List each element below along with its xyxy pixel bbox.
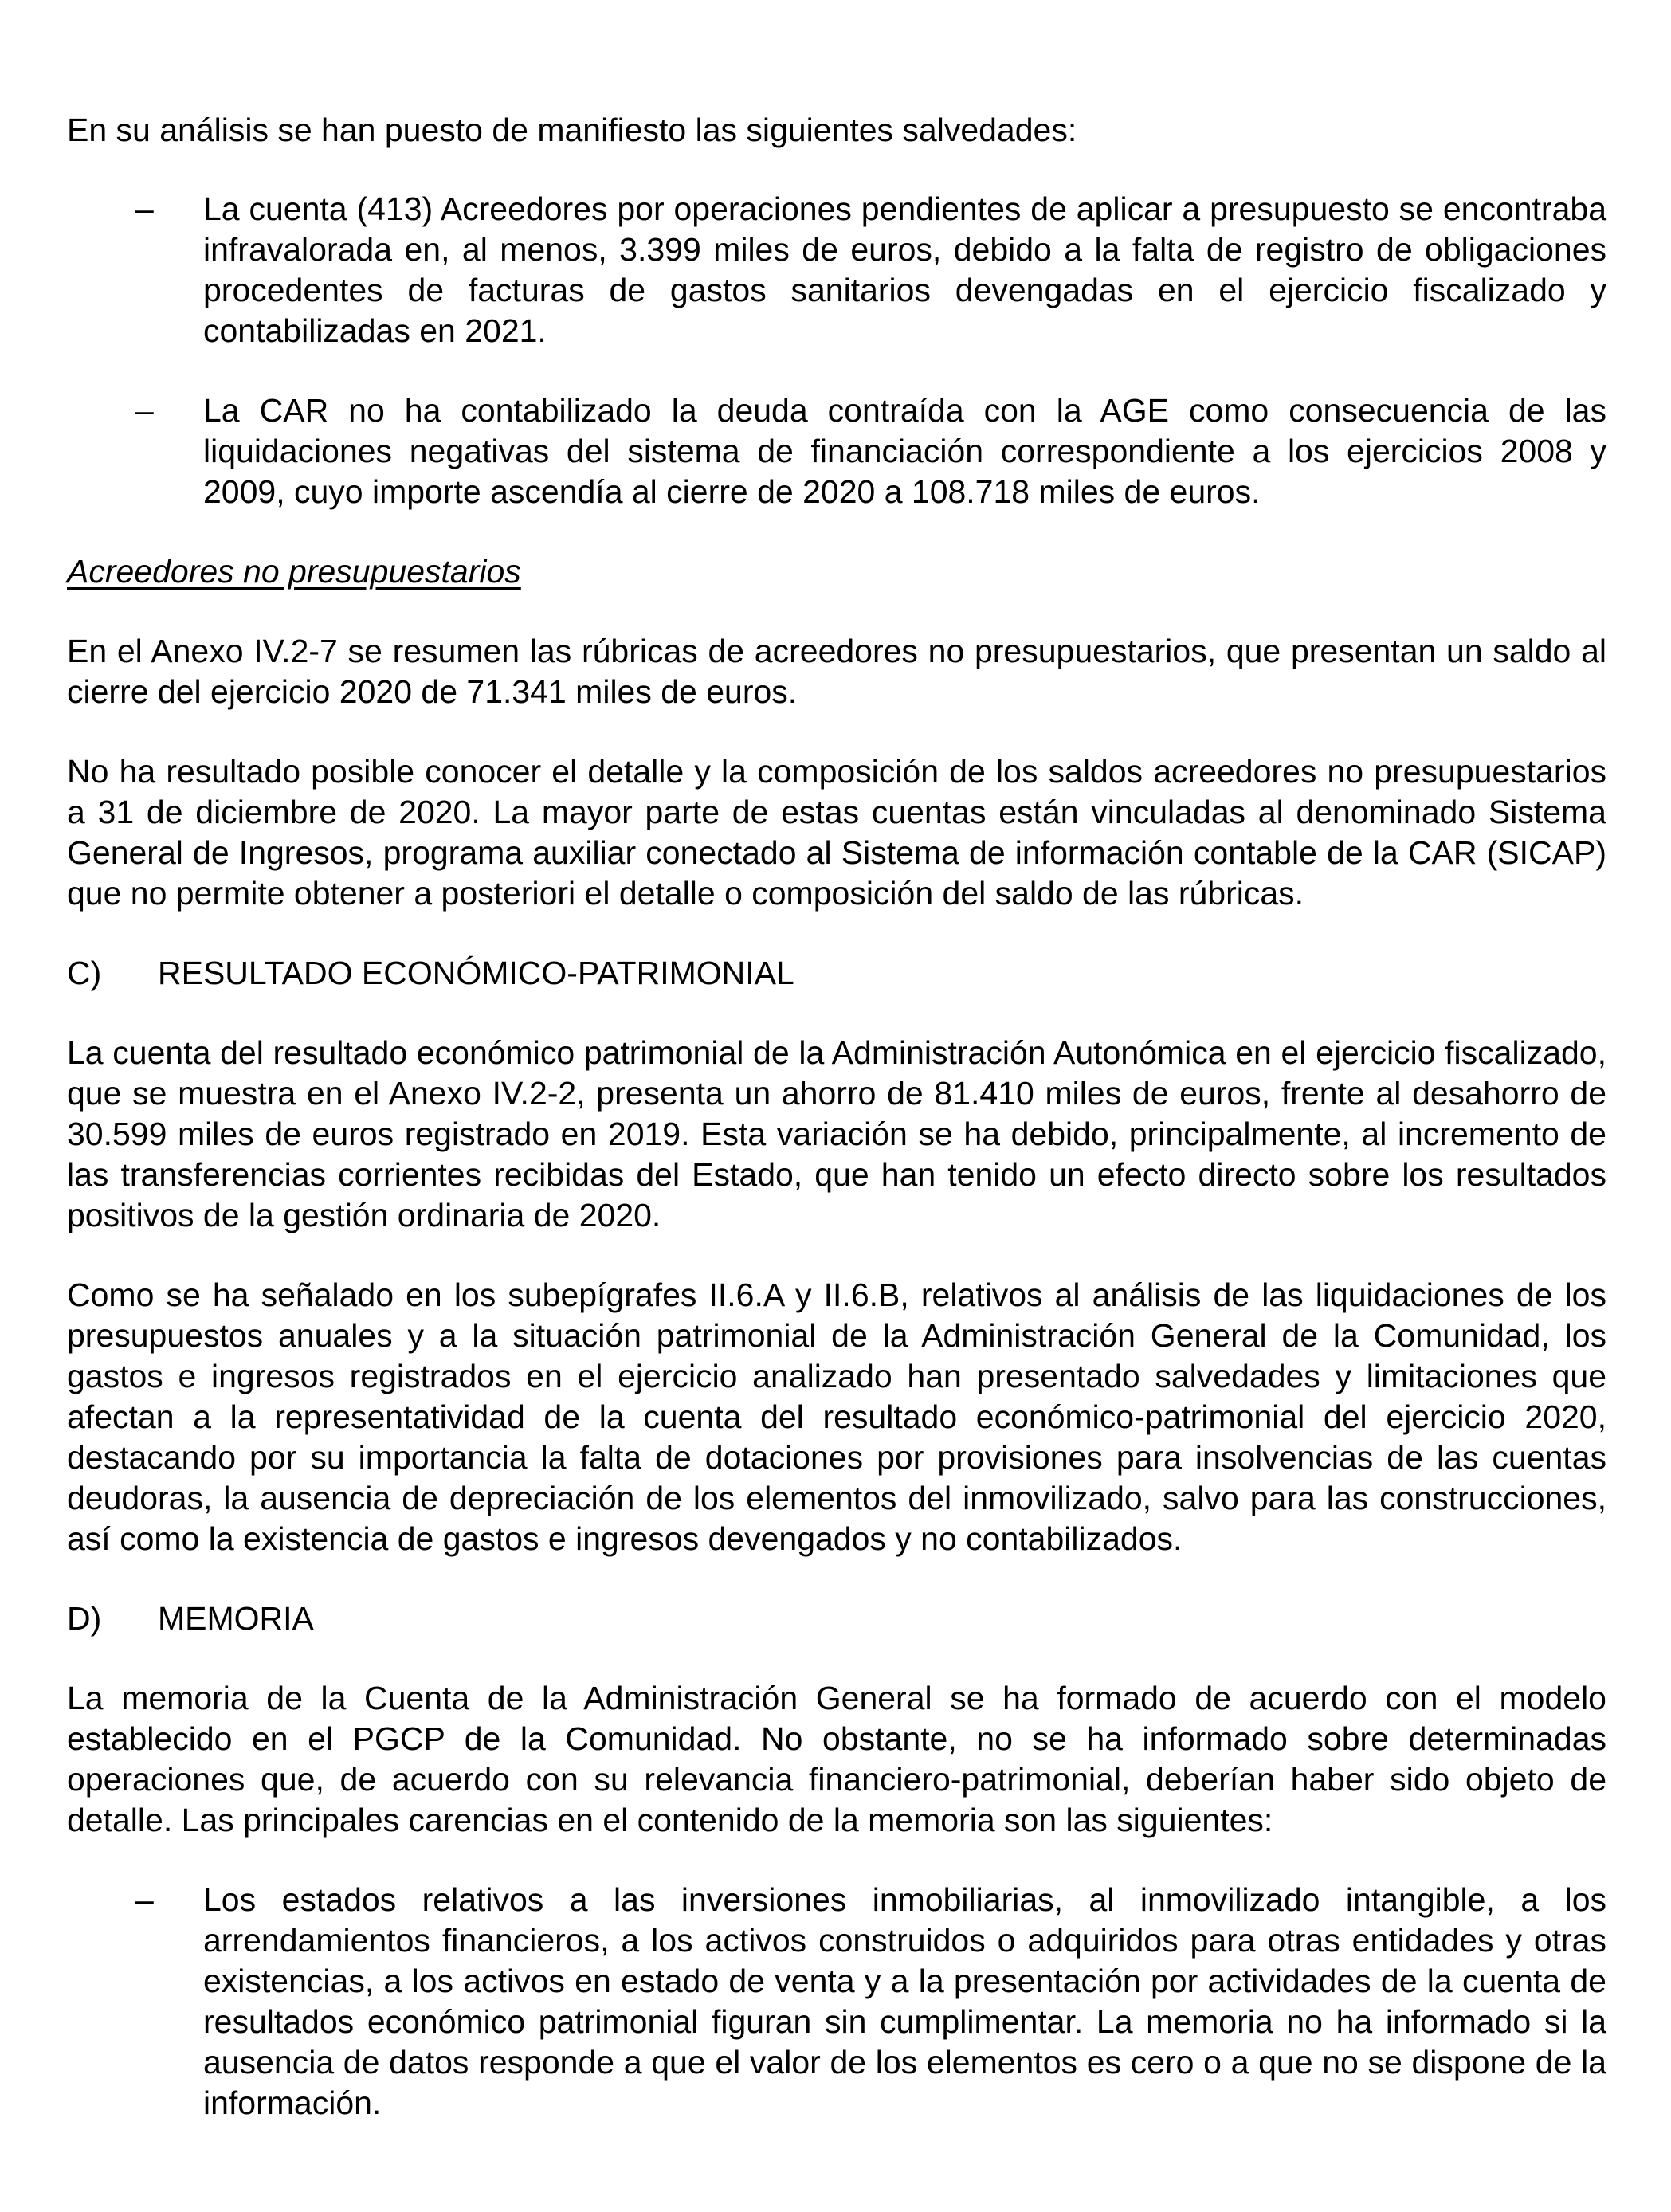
list-item-salvedad-2 <box>67 390 1606 512</box>
section-letter: C) <box>67 955 102 991</box>
dash-bullet-icon: – <box>135 1881 154 1918</box>
paragraph-resultado-2: Como se ha señalado en los subepígrafes II.6.A y II.6.B, relativos al análisis de las liquidaciones de los presupuestos anuales y a la situación patrimonial de la Administración General de la Comunidad, los gastos e ingresos registrados en el ejercicio analizado han presentado salvedades y limitaciones que afectan a la representatividad de la cuenta del resultado económico-patrimonial del ejercicio 2020, destacando por su importancia la falta de dotaciones por provisiones para insolvencias de las cuentas deudoras, la ausencia de depreciación de los elementos del inmovilizado, salvo para las construcciones, así como la existencia de gastos e ingresos devengados y no contabilizados. <box>67 1277 1606 1557</box>
section-heading-d <box>67 1598 1606 1639</box>
dash-bullet-icon: – <box>135 190 154 227</box>
salvedad-text: La cuenta (413) Acreedores por operaciones pendientes de aplicar a presupuesto se encontraba infravalorada en, al menos, 3.399 miles de euros, debido a la falta de registro de obligaciones procedentes de facturas de gastos sanitarios devengadas en el ejercicio fiscalizado y contabilizadas en 2021. <box>203 190 1606 349</box>
intro-paragraph: En su análisis se han puesto de manifiesto las siguientes salvedades: <box>67 112 1077 148</box>
paragraph-memoria-1: La memoria de la Cuenta de la Administración General se ha formado de acuerdo con el modelo establecido en el PGCP de la Comunidad. No obstante, no se ha informado sobre determinadas operaciones que, de acuerdo con su relevancia financiero-patrimonial, deberían haber sido objeto de detalle. Las principales carencias en el contenido de la memoria son las siguientes: <box>67 1680 1606 1838</box>
paragraph-resultado-1: La cuenta del resultado económico patrimonial de la Administración Autonómica en el ejercicio fiscalizado, que se muestra en el Anexo IV.2-2, presenta un ahorro de 81.410 miles de euros, frente al desahorro de 30.599 miles de euros registrado en 2019. Esta variación se ha debido, principalmente, al incremento de las transferencias corrientes recibidas del Estado, que han tenido un efecto directo sobre los resultados positivos de la gestión ordinaria de 2020. <box>67 1034 1606 1233</box>
section-heading-c <box>67 953 1606 994</box>
paragraph-acreedores-2: No ha resultado posible conocer el detalle y la composición de los saldos acreedores no presupuestarios a 31 de diciembre de 2020. La mayor parte de estas cuentas están vinculadas al denominado Sistema General de Ingresos, programa auxiliar conectado al Sistema de información contable de la CAR (SICAP) que no permite obtener a posteriori el detalle o composición del saldo de las rúbricas. <box>67 753 1606 912</box>
dash-bullet-icon: – <box>135 392 154 429</box>
subheading-acreedores: Acreedores no presupuestarios <box>67 553 521 590</box>
salvedad-text: La CAR no ha contabilizado la deuda contraída con la AGE como consecuencia de las liquidaciones negativas del sistema de financiación correspondiente a los ejercicios 2008 y 2009, cuyo importe ascendía al cierre de 2020 a 108.718 miles de euros. <box>203 392 1606 510</box>
paragraph-acreedores-1: En el Anexo IV.2-7 se resumen las rúbricas de acreedores no presupuestarios, que presentan un saldo al cierre del ejercicio 2020 de 71.341 miles de euros. <box>67 633 1606 710</box>
memoria-bullet-text: Los estados relativos a las inversiones inmobiliarias, al inmovilizado intangible, a los arrendamientos financieros, a los activos construidos o adquiridos para otras entidades y otras existencias, a los activos en estado de venta y a la presentación por actividades de la cuenta de resultados económico patrimonial figuran sin cumplimentar. La memoria no ha informado si la ausencia de datos responde a que el valor de los elementos es cero o a que no se dispone de la información. <box>203 1881 1606 2121</box>
document-page <box>67 110 1606 2124</box>
section-letter: D) <box>67 1600 102 1637</box>
list-item-memoria-1 <box>67 1880 1606 2124</box>
section-title: MEMORIA <box>158 1600 314 1637</box>
section-title: RESULTADO ECONÓMICO-PATRIMONIAL <box>158 955 794 991</box>
list-item-salvedad-1 <box>67 189 1606 351</box>
